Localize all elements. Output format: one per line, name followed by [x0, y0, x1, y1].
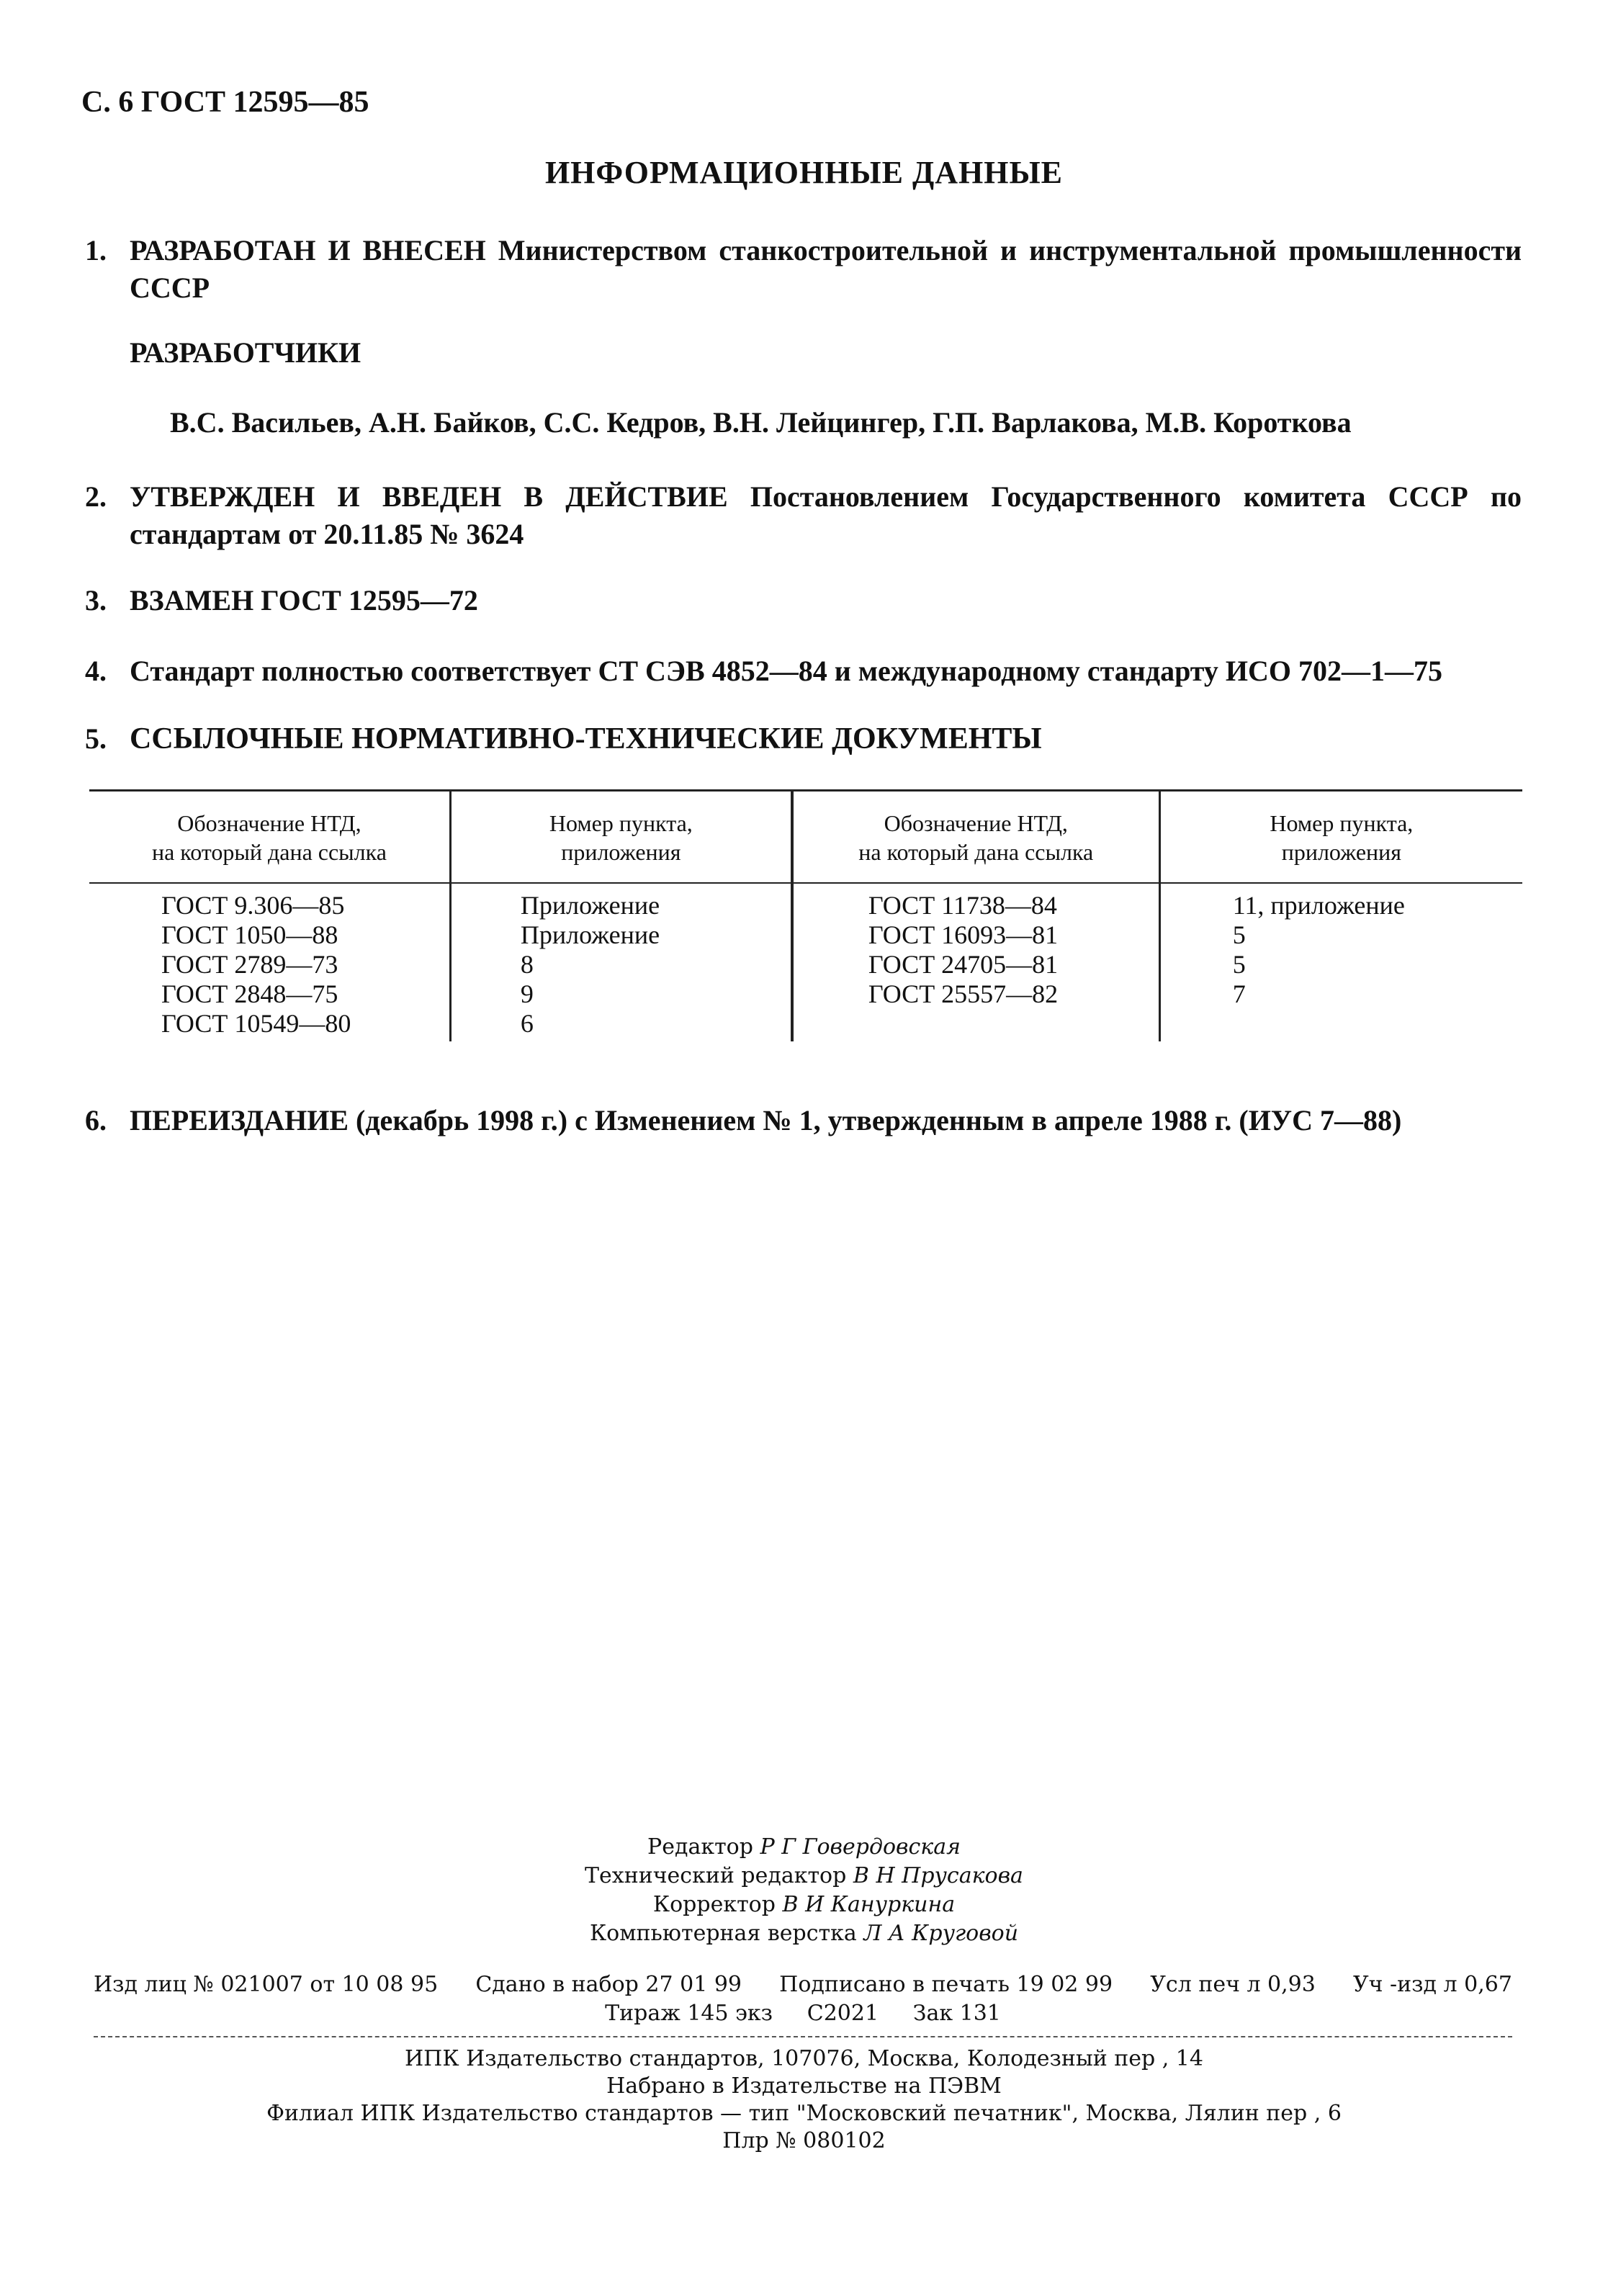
item-compliance — [85, 653, 1522, 690]
publisher-line: Филиал ИПК Издательство стандартов — тип "Московский печатник", Москва, Лялин пер , 6 — [266, 2101, 1342, 2126]
page-header: С. 6 ГОСТ 12595—85 — [81, 86, 369, 119]
credit-line: Технический редактор В Н Прусакова — [585, 1863, 1023, 1888]
item-text: ВЗАМЕН ГОСТ 12595—72 — [130, 584, 478, 616]
item-number: 4. — [85, 655, 107, 687]
table-cell: ГОСТ 10549—80 — [161, 1009, 351, 1038]
table-header-row — [89, 791, 1522, 884]
page-title: ИНФОРМАЦИОННЫЕ ДАННЫЕ — [544, 155, 1064, 190]
item-lead: УТВЕРЖДЕН И ВВЕДЕН В ДЕЙСТВИЕ — [130, 480, 728, 513]
table-header-cell: Обозначение НТД, на который дана ссылка — [792, 791, 1159, 884]
table-row — [89, 883, 1522, 1041]
item-lead: РАЗРАБОТАН И ВНЕСЕН — [130, 234, 486, 266]
item-approved — [85, 478, 1522, 553]
credit-line: Корректор В И Кануркина — [652, 1892, 956, 1917]
publisher-line: ИПК Издательство стандартов, 107076, Москва, Колодезный пер , 14 — [405, 2046, 1203, 2071]
table-header-cell: Номер пункта, приложения — [1159, 791, 1522, 884]
left-docs-column — [89, 883, 450, 1041]
table-cell: 5 — [1232, 950, 1246, 979]
developers-names: В.С. Васильев, А.Н. Байков, С.С. Кедров, В.Н. Лейцингер, Г.П. Варлакова, М.В. Короткова — [170, 406, 1352, 439]
table-cell: ГОСТ 25557—82 — [868, 979, 1059, 1008]
imprint-row: Изд лиц № 021007 от 10 08 95 Сдано в набор 27 01 99 Подписано в печать 19 02 99 Усл печ л 0,93 Уч -изд л 0,67 — [94, 1972, 1512, 1997]
divider — [94, 2036, 1512, 2037]
table-cell: ГОСТ 1050—88 — [161, 920, 338, 949]
item-references — [85, 720, 1522, 758]
credit-line: Редактор Р Г Говердовская — [647, 1834, 961, 1860]
publisher-info — [0, 2045, 1608, 2155]
item-reissue — [85, 1102, 1522, 1139]
table-cell: 8 — [520, 950, 534, 979]
right-refs-column — [1159, 883, 1522, 1041]
item-text — [130, 478, 1522, 553]
item-text: ПЕРЕИЗДАНИЕ (декабрь 1998 г.) с Изменением № 1, утвержденным в апреле 1988 г. (ИУС 7—88) — [130, 1104, 1402, 1136]
table-cell: ГОСТ 9.306—85 — [161, 891, 345, 920]
item-developed-by — [85, 232, 1522, 307]
table-header-cell: Номер пункта, приложения — [450, 791, 791, 884]
item-text: Стандарт полностью соответствует СТ СЭВ 4852—84 и международному стандарту ИСО 702—1—75 — [130, 655, 1443, 687]
table-cell: 9 — [520, 979, 534, 1008]
developers-heading: РАЗРАБОТЧИКИ — [130, 336, 361, 369]
item-body: Министерством станкостроительной и инструментальной промышленности СССР — [130, 234, 1522, 304]
item-number: 6. — [85, 1104, 107, 1136]
imprint — [94, 1970, 1512, 2028]
table-cell: ГОСТ 11738—84 — [868, 891, 1057, 920]
right-docs-column — [792, 883, 1159, 1041]
item-body: Постановлением Государственного комитета СССР по стандартам от 20.11.85 № 3624 — [130, 480, 1522, 550]
item-number: 3. — [85, 584, 107, 616]
imprint-row: Тираж 145 экз С2021 Зак 131 — [605, 2001, 1001, 2026]
publisher-line: Набрано в Издательстве на ПЭВМ — [606, 2073, 1002, 2099]
credits — [0, 1833, 1608, 1948]
item-replaces — [85, 582, 1522, 619]
table-cell: ГОСТ 24705—81 — [868, 950, 1059, 979]
table-cell: 6 — [520, 1009, 534, 1038]
table-cell: Приложение — [520, 920, 660, 949]
credit-line: Компьютерная верстка Л А Круговой — [589, 1921, 1019, 1946]
item-number: 5. — [85, 722, 107, 755]
item-number: 1. — [85, 234, 107, 266]
table-cell: 11, приложение — [1232, 891, 1405, 920]
table-cell: ГОСТ 16093—81 — [868, 920, 1059, 949]
table-cell: ГОСТ 2789—73 — [161, 950, 338, 979]
publisher-line: Плр № 080102 — [722, 2128, 886, 2153]
item-text — [130, 232, 1522, 307]
table-cell: 7 — [1232, 979, 1246, 1008]
table-cell: ГОСТ 2848—75 — [161, 979, 338, 1008]
table-header-cell: Обозначение НТД, на который дана ссылка — [89, 791, 450, 884]
references-table — [89, 789, 1522, 1041]
left-refs-column — [450, 883, 791, 1041]
item-text: ССЫЛОЧНЫЕ НОРМАТИВНО-ТЕХНИЧЕСКИЕ ДОКУМЕНТЫ — [130, 722, 1042, 755]
item-number: 2. — [85, 480, 107, 513]
table-cell: Приложение — [520, 891, 660, 920]
table-cell: 5 — [1232, 920, 1246, 949]
